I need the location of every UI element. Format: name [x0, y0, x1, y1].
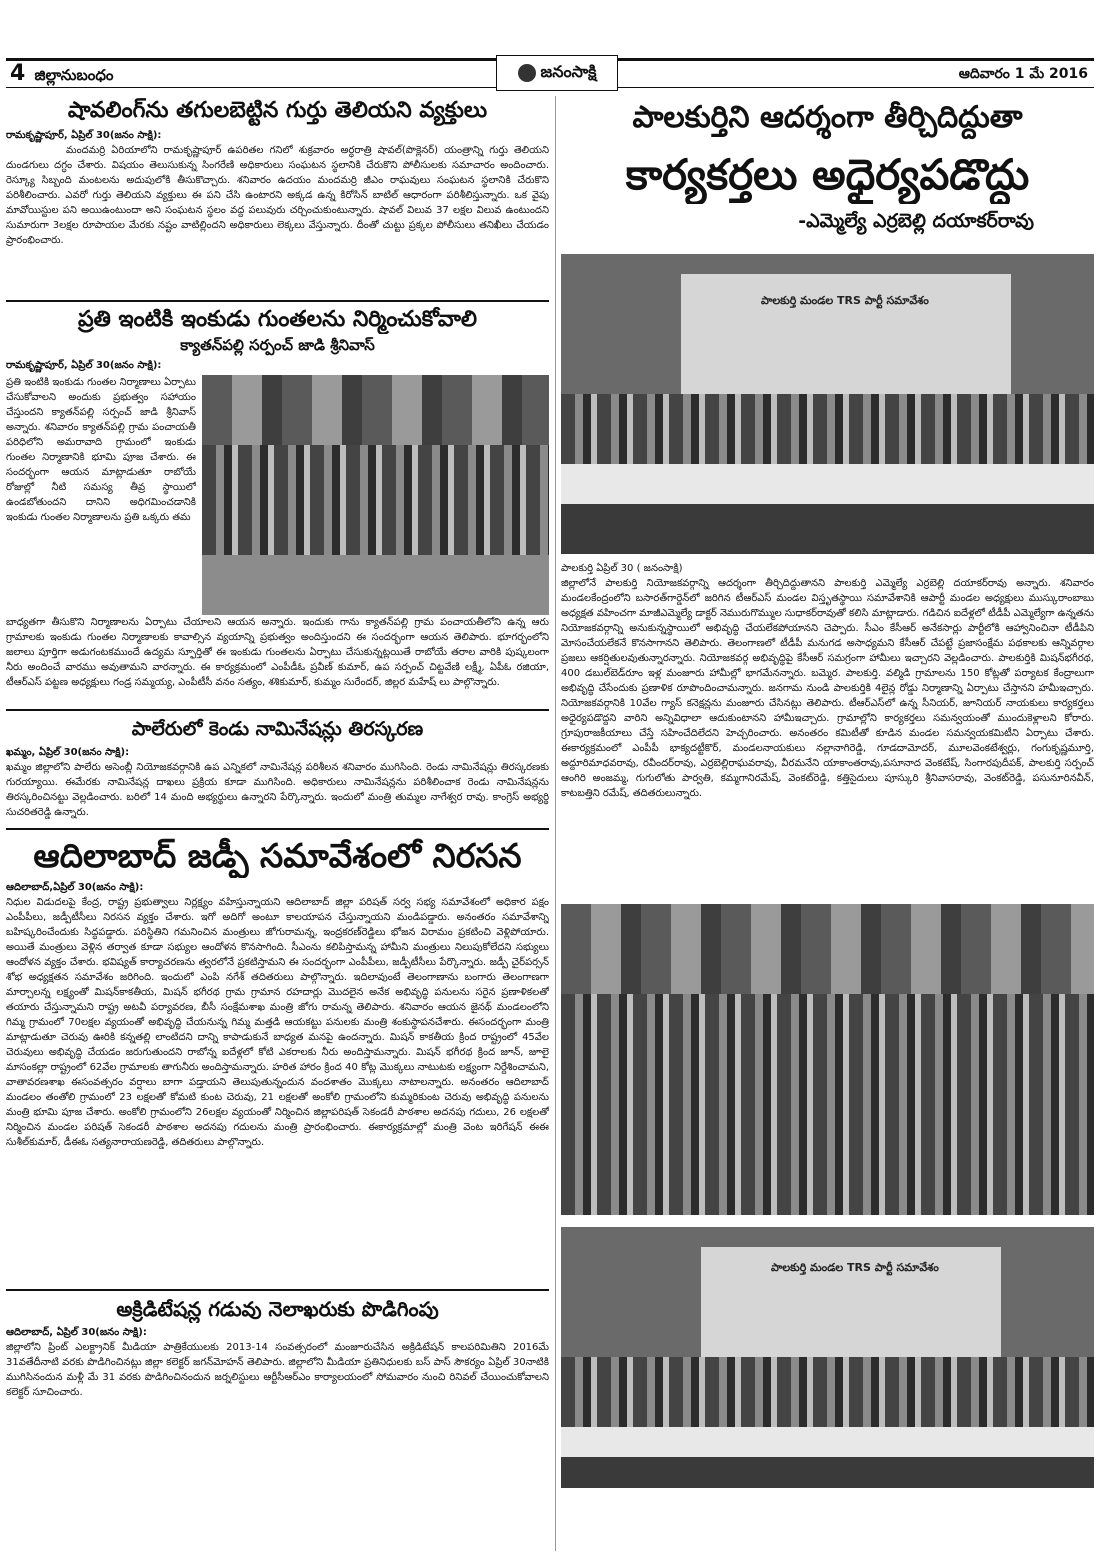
photo-floor [561, 504, 1094, 554]
photo-people [202, 445, 549, 555]
page-header-left [6, 61, 326, 88]
story-shovel-fire [6, 96, 549, 296]
dateline: ఖమ్మం, ఏప్రిల్ 30(జనం సాక్షి): [6, 747, 130, 758]
banner-text: పాలకుర్తి మండల TRS పార్టీ సమావేశం [761, 294, 929, 307]
dateline: రామకృష్ణాపూర్, ఏప్రిల్ 30(జనం సాక్షి): [6, 360, 162, 371]
right-column [561, 96, 1094, 1488]
paper-name: జనంసాక్షి [540, 61, 597, 81]
paper-logo [496, 55, 618, 91]
section-name: జిల్లానుబంధం [34, 65, 114, 84]
headline: ప్రతి ఇంటికి ఇంకుడు గుంతలను నిర్మించుకోవాలి [77, 307, 478, 332]
headline: షావలింగ్‌ను తగులబెట్టిన గుర్తు తెలియని వ్యక్తులు [67, 98, 488, 123]
column-divider [555, 96, 556, 1551]
story-text-full: బాధ్యతగా తీసుకొని నిర్మాణాలను ఏర్పాటు చేయాలని ఆయన అన్నారు. ఇందుకు గాను క్యాతన్‌పల్లి గ్రామ పంచాయతీలోని ఉన్న ఆరు గ్రామాలకు ఇంకుడు గుంతల నిర్మాణాలకు కావాల్సిన వ్యయాన్ని ప్రభుత్వం అందిస్తుందని ఈ సందర్భంగా ఆయన తెలిపారు. భూగర్భంలోని జలాలు పూర్తిగా అడుగంటకముందే ఉద్యమ స్ఫూర్తితో ఈ ఇంకుడు గుంతలను ఏర్పాటు చేసుకున్నట్లయితే రాబోయే తరాల వారికి పుష్కలంగా నీరు అందించే వారము అవుతామని వారన్నారు. ఈ కార్యక్రమంలో ఎంపీడీఓ ప్రవీణ్ కుమార్, ఉప సర్పంచ్ చిట్టవేణి లక్ష్మీ, ఏపీఓ రజియా, టీఆర్ఎస్ పట్టణ అధ్యక్షులు గండ్ర సమ్మయ్య, ఎంపీటీసీ వనం సత్యం, శశికుమార్, కుమ్మం సురేందర్, జిల్లర మహేష్ లు పాల్గొన్నారు. [6, 617, 549, 688]
story-text: మందమర్రి ఏరియాలోని రామకృష్ణాపూర్ ఉపరితల గనిలో శుక్రవారం అర్ధరాత్రి షావల్(పొక్లెనర్) యంత్రాన్ని గుర్తు తెలియని దుండగులు దగ్ధం చేశారు. విషయం తెలుసుకున్న సింగరేణి అధికారులు సంఘటన స్థలానికి చేరుకొని పోలీసులకు సమాచారం అందించారు. రెస్క్యూ సిబ్బంది మంటలను అదుపులోకి తీసుకొచ్చారు. శనివారం ఉదయం మందమర్రి జీఎం రాఘవులు సంఘటన స్థలానికి చేరుకొని పరిశీలించారు. ఎవరో గుర్తు తెలియని వ్యక్తులు ఈ పని చేసి ఉంటారని అక్కడ ఉన్న కిరోసిన్ బాటిల్ ఆధారంగా పరిశీలిస్తున్నారు. ఒక వైపు మావోయిస్టుల పని అయిఉంటుందా అని సంఘటన స్థలం వద్ద పలువురు చర్చించుకుంటున్నారు. షావల్ విలువ 37 లక్షల విలువ ఉంటుందని సుమారుగా 3లక్షల రూపాయల మేరకు నష్టం వాటిల్లిందని అధికారులు లెక్కలు వేస్తున్నారు. దీంతో చుట్టు ప్రక్కల పోలీసులు తనిఖీలు చేయడం ప్రారంభించారు. [6, 145, 549, 246]
banner-text: పాలకుర్తి మండల TRS పార్టీ సమావేశం [771, 1261, 939, 1274]
photo-people [561, 1357, 1094, 1427]
issue-date: ఆదివారం 1 మే 2016 [958, 66, 1088, 82]
photo-bhoomi-puja [202, 375, 549, 615]
photo-table [561, 464, 1094, 504]
photo-ground [202, 555, 549, 615]
photo-party-meeting-stage [561, 254, 1094, 554]
divider [6, 709, 549, 711]
logo-emblem-icon [518, 64, 536, 82]
story-soak-pits [6, 306, 549, 705]
story-text: జిల్లాలోనే పాలకుర్తి నియోజకవర్గాన్ని ఆదర్శంగా తీర్చిదిద్దుతానని పాలకుర్తి ఎమ్మెల్యే ఎర్రబెల్లి దయాకర్‌రావు అన్నారు. శనివారం మండలకేంద్రంలోని బసారత్‌గార్డెన్‌లో జరిగిన టీఆర్ఎస్ మండల విస్తృతస్థాయి సమావేశానికి ఆపార్టీ మండల అధ్యక్షులు ముస్కురాంబాబు అధ్యక్షత వహించగా మాజీఎమ్మెల్యే డాక్టర్ నెమురుగొమ్ముల సుధాకర్‌రావుతో కలిసి మాట్లాడారు. గడిచిన ఐదేళ్లలో టీడీపీ ఎమ్మెల్యేగా ఉన్నతను నియోజకవర్గాన్ని అనుకున్నస్థాయిలో అభివృద్ధి చేయలేకపోయానని చెప్పారు. సీఎం కేసీఆర్ అనేకసార్లు పార్టీలోకి ఆహ్వానించినా టీడీపిని మోసంచేయలేకనే కొనసాగానని తెలిపారు. తెలంగాణలో టీడీపీ మనుగడ అసాధ్యమని కేసీఆర్ చేపట్టే ప్రజాసంక్షేమ పథకాలకు ఆన్నివర్గాల ప్రజలు ఆకర్షితులవుతున్నారన్నారు. నియోజకవర్గ అభివృద్ధిపై కేసీఆర్ సమగ్రంగా హామీలు ఇచ్చారని వెల్లడించారు. పాలకుర్తికి మిషన్‌భగీరథ, 400 డబుల్‌బెడ్‌రూం ఇళ్ల మంజూరు హామీల్లో భాగమేనన్నారు. బమ్మెర. పాలకుర్తి. వల్మిడి గ్రామాలను 150 కోట్లతో పర్యాటక కేంద్రాలుగా అభివృద్ధి చేసేందుకు ప్రణాళిక రూపొందించామన్నారు. జనగామ నుండి పాలకుర్తికి 4లైన్ల రోడ్డు నిర్మాణాన్ని ఏర్పాటు చేస్తానని హమీఇచ్చారు. నియోజకవర్గానికి 10వేల గ్యాస్ కనెక్షన్లను మంజూరు చేసినట్లు తెలిపారు. టీఆర్ఎస్‌లో ఉన్న సీనియర్, జూనియర్ నాయకులు కార్యకర్తలు అధైర్యపడొద్దని వారిని అన్నివిధాలా ఆదుకుంటానని హామీఇచ్చారు. గ్రామాల్లోని కార్యకర్తలు సమన్వయంతో ముందుకెళ్లాలని కోరారు. గ్రూపురాజకీయాలు చేస్తే సహించేదిలేదని హెచ్చరించారు. అనంతరం కమిటీతో కూడిన మండల సమన్వయకమిటీని ఏర్పాటు చేశారు. ఈకార్యక్రమంలో ఎంపీపీ భాక్యదట్టీకొర్, మండలనాయకులు నల్లానాగిరెడ్డి, గూడదామోదర్, మూలవెంకటేశ్వర్లు, గంగుకృష్ణమూర్తి, అద్దూరిమాధవరావు, రవీందర్‌రావు, ఎర్రబెల్లిరాఘవరావు, వీరమనేని యాకాంతరావు,పసూనాద వెంకటేష్, సింగారపుదీపక్, పాలకుర్తి సర్పంచ్ ఆంగిరి అంజమ్మ, గుగులోతు పార్వతి, కమ్మగానిరమేష్, వెంకట్‌రెడ్డి, కత్తిసైదులు పూస్కురి శ్రీనివాసరావు, వెంకట్‌రెడ్డి, పసునూరినవీన్, కాటబత్తిని రమేష్, తదితరులున్నారు. [561, 578, 1094, 799]
main-headline: కార్యకర్తలు అధైర్యపడొద్దు [625, 150, 1030, 199]
story-text-narrow: ప్రతి ఇంటికి ఇంకుడు గుంతల నిర్మాణాలు ఏర్పాటు చేసుకోవాలని అందుకు ప్రభుత్వం సహాయం చేస్తుందని క్యాతన్‌పల్లి సర్పంచ్ జాడి శ్రీనివాస్ అన్నారు. శనివారం క్యాతన్‌పల్లి గ్రామ పంచాయతీ పరిధిలోని అమరావాది గ్రామంలో ఇంకుడు గుంతల నిర్మాణానికి భూమి పూజ చేశారు. ఈ సందర్భంగా ఆయన మాట్లాడుతూ రాబోయే రోజుల్లో నీటి సమస్య తీవ్ర స్థాయిలో ఉండబోతుందని దానిని అధిగమించడానికి ఇంకుడు గుంతల నిర్మాణాలను ప్రతి ఒక్కరు తమ [6, 377, 196, 523]
story-text: జిల్లాలోని ప్రింట్ ఎలక్ట్రానిక్ మీడియా పాత్రికేయులకు 2013-14 సంవత్సరంలో మంజూరుచేసిన అక్రిడిటేషన్ కాలపరిమితిని 2016మే 31వతేదీనాటి వరకు పొడిగించినట్లు జిల్లా కలెక్టర్ జగన్‌మోహన్ తెలిపారు. జిల్లాలోని మీడియా ప్రతినిధులకు బస్ పాస్ సౌకర్యం ఏప్రిల్ 30నాటికి ముగిసినందున మళ్లీ మే 31 వరకు పొడిగించినందున జర్నలిస్టులు ఆర్టీసీఆర్ఎం కార్యాలయంలో సోమవారం నుంచి రినివల్ చేయించుకోవాలని కలెక్టర్ సూచించారు. [6, 1342, 549, 1398]
page-number: 4 [10, 60, 26, 86]
left-column [6, 96, 549, 1402]
kicker-headline: పాలకుర్తిని ఆదర్శంగా తీర్చిదిద్దుతా [632, 100, 1023, 135]
dateline: ఆదిలాబాద్,ఏప్రిల్ 30(జనం సాక్షి): [6, 882, 144, 893]
photo-trees [561, 904, 1094, 994]
story-text: ఖమ్మం జిల్లాలోని పాలేరు అసెంబ్లీ నియోజకవర్గానికి ఉప ఎన్నికలో నామినేషన్ల పరిశీలన శనివారం ముగిసింది. రెండు నామినేషన్లు తిరస్కరణకు గురయ్యాయి. ఈమేరకు నామినేషన్ల దాఖలు ప్రక్రియ కూడా ముగిసింది. అధికారులు నామినేషన్లను పరిశీలించాక రెండు నామినేషన్లను తిరస్కరించినట్టు వెల్లడించారు. బరిలో 14 మంది అభ్యర్థులు ఉన్నారని పేర్కొన్నారు. ఇందులో మంత్రి తుమ్మల నాగేశ్వర రావు. కాంగ్రెస్ అభ్యర్థి సుచరితరెడ్డి ఉన్నారు. [6, 762, 549, 818]
story-paleru-nominations [6, 715, 549, 824]
headline: అక్రిడిటేషన్ల గడువు నెలాఖరుకు పొడిగింపు [116, 1297, 439, 1321]
byline: -ఎమ్మెల్యే ఎర్రబెల్లి దయాకర్‌రావు [798, 210, 1034, 232]
photo-audience-crowd [561, 994, 1094, 1215]
story-adilabad-zp [6, 834, 549, 1285]
photo-stage-backdrop [701, 1247, 1001, 1357]
story-text: నిధుల విడుదలపై కేంద్ర, రాష్ట్ర ప్రభుత్వాలు నిర్లక్ష్యం వహిస్తున్నాయని ఆదిలాబాద్ జిల్లా పరిషత్ సర్వ సభ్య సమావేశంలో అధికార పక్షం ఎంపీపీలు, జడ్పీటీసీలు నిరసన వ్యక్తం చేశారు. ఇగో అదిగో అంటూ కాలయాపన చేస్తున్నాయని మండిపడ్డారు. అనంతరం సమావేశాన్ని బహిష్కరించేందుకు సిద్ధపడ్డారు. పరిస్థితిని గమనించిన మంత్రులు జోగురామన్న, ఇంద్రకరణ్‌రెడ్డిలు భోజన విరామం ప్రకటించి వెళ్లిపోయారు. అయితే మంత్రులు వెళ్లిన తర్వాత కూడా సభ్యుల ఆందోళన కొనసాగింది. సీఎంను కలిపిస్తామన్న హామీని మంత్రులు నిలుపుకోలేదని సభ్యులు ఆందోళన వ్యక్తం చేశారు. భవిష్యత్ కార్యాచరణను త్వరలోనే ప్రకటిస్తామని ఈ సందర్భంగా ఎంపీపీలు, జడ్పీటీసీలు పేర్కొన్నారు. జడ్పీ చైర్‌పర్సన్ శోభ అధ్యక్షతన సమావేశం జరిగింది. ఇందులో ఎంపి నగేశ్ తదితరులు పాల్గొన్నారు. ఇదిలావుంటే తెలంగాణాను బంగారు తెలంగాణగా మార్చాలన్న లక్ష్యంతో మిషన్‌కాకతీయ, మిషన్ భగీరథ గ్రామ గ్రామాన రహదార్లు మొదలైన అనేక అభివృద్ధి పనులను సరైన ప్రణాళికలతో తయారు చేస్తున్నామని రాష్ట్ర అటవీ పర్యావరణ, బీసీ సంక్షేమశాఖ మంత్రి జోగు రామన్న తెలిపారు. శనివారం ఆయన జైనథ్ మండలంలోని గిమ్మ గ్రామంలో 70లక్షల వ్యయంతో అభివృద్ధి చేయనున్న గిమ్మ మత్తడి ఆయకట్టు పనులకు మంత్రి శంకుస్థాపనచేశారు. ఈసందర్భంగా మంత్రి మాట్లాడుతూ చెరువు ఊరికి కన్నతల్లి లాంటిదని దాన్ని కాపాడుకునే బాధ్యత మనపై ఉందన్నారు. మిషన్ కాకతీయ క్రింద రాష్ట్రంలో 45వేల చెరువులు అభివృద్ధి చేయడం జరుగుతుందని రాబోన్న ఐదేళ్లలో కోటి ఎకరాలకు నీరు అందిస్తామన్నారు. మిషన్ భగీరథ క్రింద జూన్, జూలై మాసంకల్లా రాష్ట్రంలో 62వేల గ్రామాలకు తాగునీరు అందిస్తామన్నారు. హరిత హారం క్రింద 40 కోట్ల మొక్కలు నాటుటకు లక్ష్యంగా నిర్దేశించామని, వాతావరణశాఖ ఈసంవత్సరం వర్షాలు బాగా పడ్తాయని తెలుపుతున్నందున వందశాతం మొక్కలు నాటాలన్నారు. అనంతరం ఆదిలాబాద్ మండలం తంతోలి గ్రామంలో 23 లక్షలతో కోమటి కుంట చెరువు, 21 లక్షలతో అంకోలి గ్రామంలోని కుమ్మరికుంట చెరువు అభివృద్ధి పనులను మంత్రి భూమి పూజ చేశారు. అంకోలి గ్రామంలోని 26లక్షల వ్యయంతో నిర్మించిన జిల్లాపరిషత్ సెకండరీ పాఠశాల అదనపు గదులు, 26 లక్షలతో నిర్మించిన మండల పరిషత్ సెకండరీ పాఠశాల అదనపు గదులను మంత్రి ప్రారంభించారు. ఈకార్యక్రమాల్లో మంత్రి వెంట ఇరిగేషన్ ఈఈ సుశీల్‌కుమార్, డీఈఓ సత్యనారాయణరెడ్డి, తదితరులు పాల్గొన్నారు. [6, 897, 549, 1148]
dateline: రామకృష్ణాపూర్, ఏప్రిల్ 30(జనం సాక్షి): [6, 130, 162, 141]
divider [6, 1289, 549, 1291]
divider [6, 828, 549, 830]
photo-trees [202, 375, 549, 445]
dateline: పాలకుర్తి ఏప్రిల్ 30 ( జనంసాక్షి) [561, 563, 683, 574]
masthead [6, 58, 1094, 88]
subheadline: క్యాతన్‌పల్లి సర్పంచ్ జాడి శ్రీనివాస్ [180, 336, 375, 354]
headline: పాలేరులో కెండు నామినేషన్లు తిరస్కరణ [131, 718, 424, 740]
photo-people [561, 394, 1094, 464]
photo-party-meeting-speaker [561, 1227, 1094, 1488]
photo-table [561, 1427, 1094, 1457]
headline: ఆదిలాబాద్ జడ్పీ సమావేశంలో నిరసన [33, 836, 522, 875]
dateline: ఆదిలాబాద్, ఏప్రిల్ 30(జనం సాక్షి): [6, 1327, 147, 1338]
divider [6, 300, 549, 302]
story-accreditation [6, 1295, 549, 1402]
photo-audience [561, 904, 1094, 1215]
photo-floor [561, 1457, 1094, 1488]
